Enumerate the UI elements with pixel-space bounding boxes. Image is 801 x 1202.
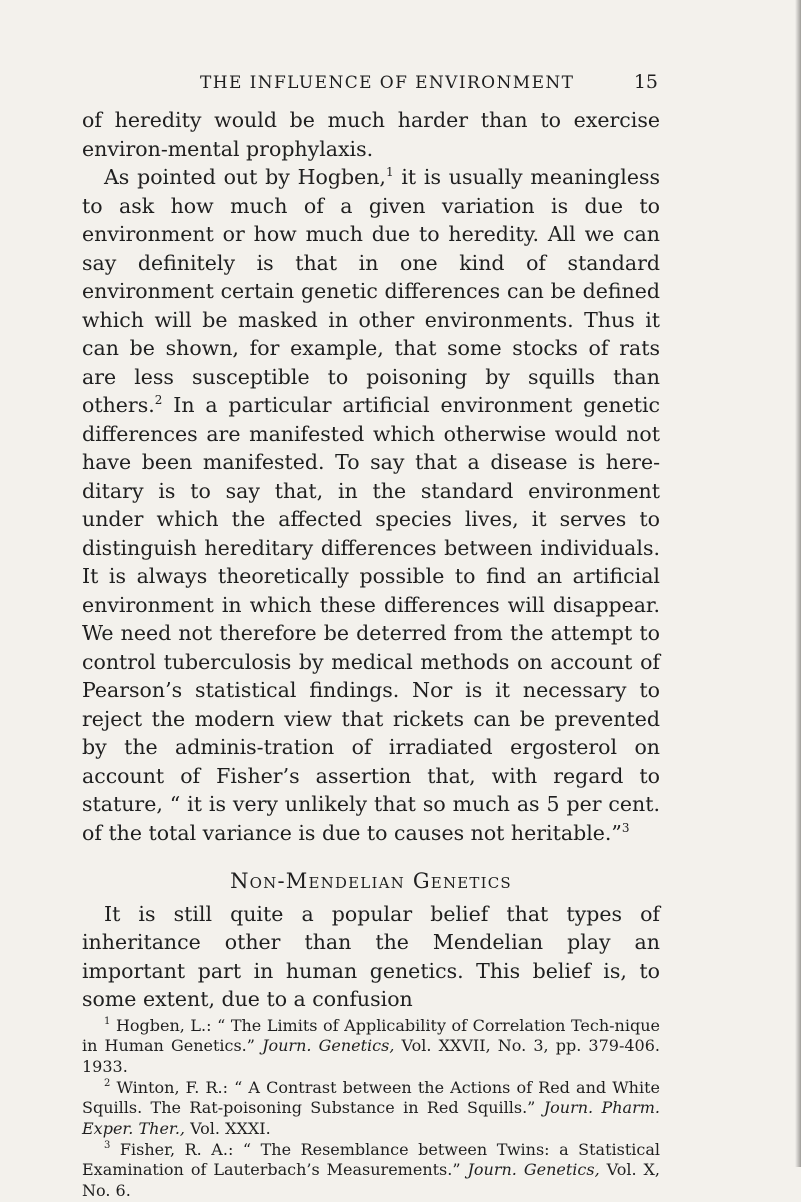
page-edge-shadow (795, 0, 801, 1167)
footnote-ref: 2 (154, 393, 163, 407)
paragraph-hogben (82, 163, 660, 847)
footnote-text: Hogben, L.: “ The Limits of Applicability of Correlation Tech-nique in Human Genetics.” (82, 1015, 660, 1056)
footnote-ref: 3 (621, 820, 630, 835)
footnote-number: 3 (104, 1139, 111, 1151)
paragraph-text: it is usually meaningless to ask how much of a given variation is due to environment or how much due to heredity. All we can say definitely is that in one kind of standard environment certain genetic differences can be defined which will be masked in other environments. Thus it can be shown, for example, that some stocks of rats are less susceptible to poisoning by squills than others. (82, 165, 660, 417)
page-number: 15 (633, 71, 658, 93)
paragraph-continued: of heredity would be much harder than to exercise environ-mental prophylaxis. (82, 108, 660, 161)
footnote (82, 1016, 660, 1078)
footnote-journal: Journ. Genetics, (262, 1036, 395, 1056)
footnote-text: Vol. XXXI. (184, 1119, 271, 1139)
footnote-number: 1 (104, 1015, 111, 1027)
footnote-text: Vol. X, No. 6. (82, 1160, 660, 1201)
section-heading: Non-Mendelian Genetics (230, 869, 512, 893)
footnote-text: Fisher, R. A.: “ The Resemblance between Twins: a Statistical Examination of Lauterbach’s Measurements.” (82, 1139, 661, 1180)
footnote-ref: 1 (385, 165, 394, 179)
paragraph-non-mendelian: It is still quite a popular belief that types of inheritance other than the Mendelian play an important part in human genetics. This belief is, to some extent, due to a confusion (82, 901, 660, 1011)
footnote-text: Winton, F. R.: “ A Contrast between the Actions of Red and White Squills. The Rat-poisoning Substance in Red Squills.” (82, 1077, 660, 1118)
paragraph-text: In a particular artificial environment genetic differences are manifested which otherwise would not have been manifested. To say that a disease is here-ditary is to say that, in the standard environment under which the affected species lives, it serves to distinguish hereditary differences between individuals. It is always theoretically possible to find an artificial environment in which these differences will disappear. We need not therefore be deterred from the attempt to control tuberculosis by medical methods on account of Pearson’s statistical findings. Nor is it necessary to reject the modern view that rickets can be prevented by the adminis-tration of irradiated ergosterol on account of Fisher’s assertion that, with regard to stature, “ it is very unlikely that so much as 5 per cent. of the total variance is due to causes not heritable.” (82, 393, 660, 845)
footnote (82, 1140, 660, 1202)
footnote-journal: Journ. Pharm. Exper. Ther., (82, 1098, 660, 1139)
footnote-text: Vol. XXVII, No. 3, pp. 379-406. 1933. (82, 1036, 660, 1076)
footnote-journal: Journ. Genetics, (467, 1160, 600, 1180)
footnote-number: 2 (104, 1077, 111, 1089)
footnotes (82, 1016, 660, 1202)
running-title: THE INFLUENCE OF ENVIRONMENT (200, 73, 575, 93)
paragraph-text: As pointed out by Hogben, (104, 165, 386, 189)
footnote (82, 1078, 660, 1140)
page-body (82, 106, 660, 1202)
